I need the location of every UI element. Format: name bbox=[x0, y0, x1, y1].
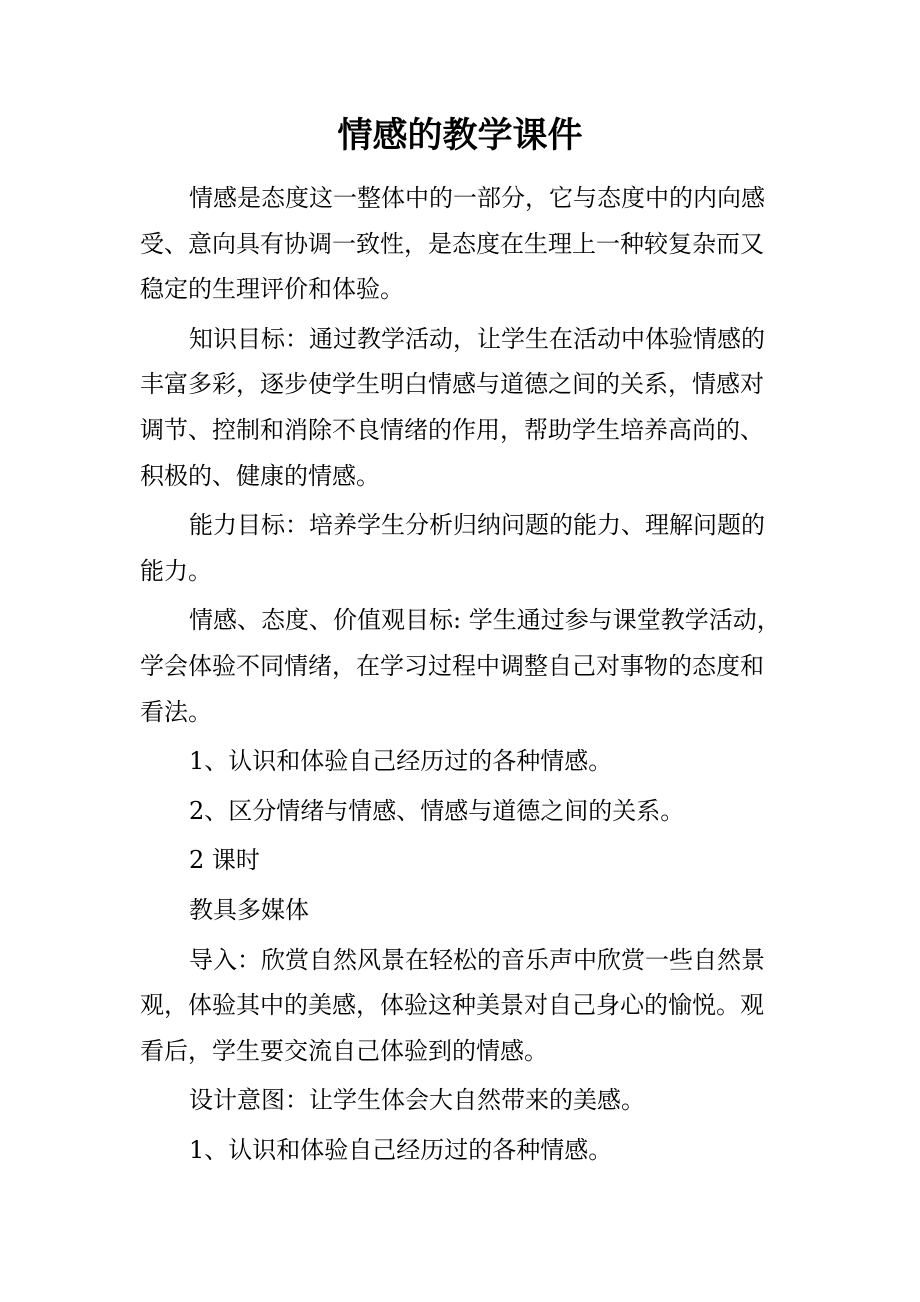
list-item-1-repeat bbox=[140, 1128, 790, 1174]
paragraph-design-intent bbox=[140, 1078, 790, 1124]
paragraph-knowledge-goal bbox=[140, 317, 790, 499]
text-line: 学会体验不同情绪，在学习过程中调整自己对事物的态度和 bbox=[140, 651, 764, 680]
text-line: 2 课时 bbox=[189, 846, 260, 875]
text-line: 教具多媒体 bbox=[189, 895, 309, 924]
text-line: 能力目标：培养学生分析归纳问题的能力、理解问题的 bbox=[189, 511, 765, 540]
text-line: 2、区分情绪与情感、情感与道德之间的关系。 bbox=[189, 796, 685, 825]
document-title: 情感的教学课件 bbox=[337, 115, 583, 156]
paragraph-teaching-aids bbox=[140, 888, 790, 934]
text-line: 积极的、健康的情感。 bbox=[140, 461, 380, 490]
text-line: 知识目标：通过教学活动，让学生在活动中体验情感的 bbox=[189, 324, 765, 353]
text-line: 设计意图：让学生体会大自然带来的美感。 bbox=[189, 1086, 645, 1115]
list-item-1 bbox=[140, 739, 790, 785]
text-line: 受、意向具有协调一致性，是态度在生理上一种较复杂而又 bbox=[140, 229, 764, 258]
document-body bbox=[140, 176, 790, 1177]
text-line: 调节、控制和消除不良情绪的作用，帮助学生培养高尚的、 bbox=[140, 415, 764, 444]
text-line: 能力。 bbox=[140, 556, 212, 585]
text-line: 导入：欣赏自然风景在轻松的音乐声中欣赏一些自然景 bbox=[189, 945, 765, 974]
text-line: 情感、态度、价值观目标: 学生通过参与课堂教学活动， bbox=[189, 606, 781, 635]
list-item-2 bbox=[140, 789, 790, 835]
text-line: 看后，学生要交流自己体验到的情感。 bbox=[140, 1036, 548, 1065]
text-line: 情感是态度这一整体中的一部分，它与态度中的内向感 bbox=[189, 184, 765, 212]
text-line: 1、认识和体验自己经历过的各种情感。 bbox=[189, 747, 613, 776]
paragraph-intro bbox=[140, 176, 790, 313]
text-line: 1、认识和体验自己经历过的各种情感。 bbox=[189, 1135, 613, 1164]
paragraph-ability-goal bbox=[140, 503, 790, 594]
text-line: 稳定的生理评价和体验。 bbox=[140, 275, 404, 304]
paragraph-class-hours bbox=[140, 838, 790, 884]
text-line: 丰富多彩，逐步使学生明白情感与道德之间的关系，情感对 bbox=[140, 370, 764, 399]
paragraph-attitude-goal bbox=[140, 598, 790, 735]
text-line: 看法。 bbox=[140, 697, 212, 726]
paragraph-introduction bbox=[140, 938, 790, 1075]
text-line: 观，体验其中的美感，体验这种美景对自己身心的愉悦。观 bbox=[140, 991, 764, 1020]
